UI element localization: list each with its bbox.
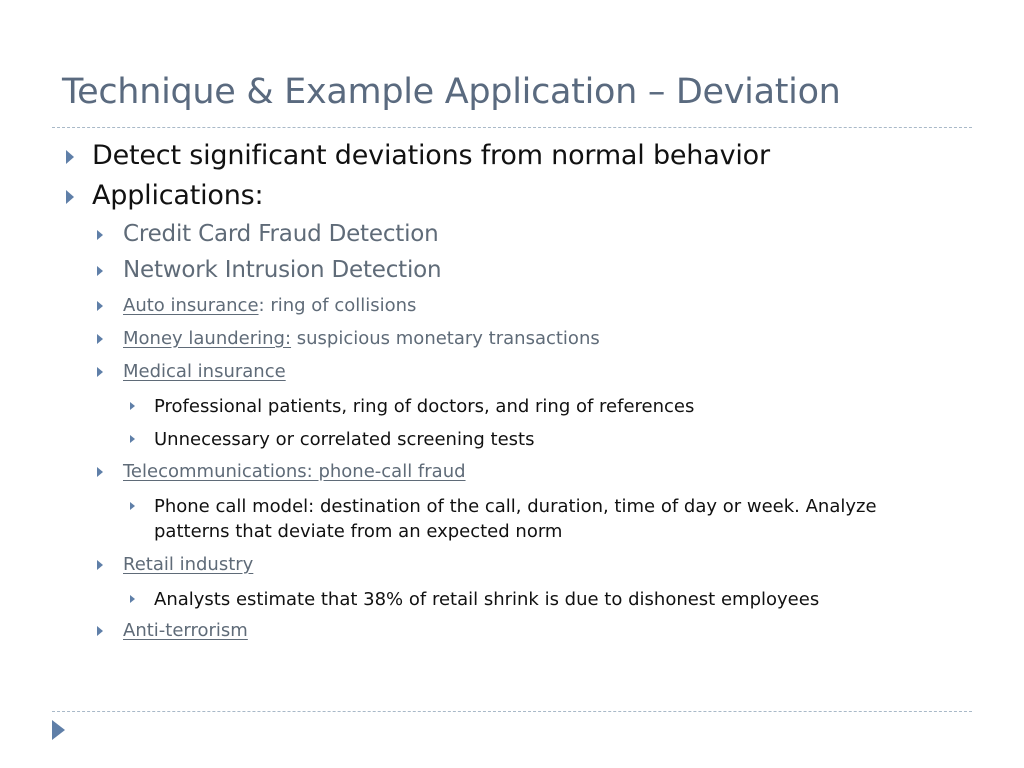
triangle-bullet-icon (97, 266, 103, 276)
triangle-bullet-icon (66, 150, 74, 164)
triangle-bullet-icon (97, 467, 103, 477)
triangle-bullet-icon (97, 560, 103, 570)
money-laundering-link[interactable]: Money laundering: (123, 328, 292, 349)
detail-text-line-1: Phone call model: destination of the call, duration, time of day or week. Analyze (154, 496, 877, 517)
triangle-bullet-icon (130, 435, 135, 443)
triangle-bullet-icon (97, 626, 103, 636)
triangle-bullet-icon (66, 190, 74, 204)
retail-industry-link[interactable]: Retail industry (123, 554, 254, 575)
triangle-bullet-icon (130, 402, 135, 410)
next-slide-arrow-icon[interactable] (52, 720, 65, 740)
bullet-text: Applications: (92, 180, 264, 211)
app-text-rest: suspicious monetary transactions (291, 328, 600, 349)
detail-text: Analysts estimate that 38% of retail shrink is due to dishonest employees (154, 589, 820, 610)
triangle-bullet-icon (130, 502, 135, 510)
app-text (123, 554, 253, 575)
auto-insurance-link[interactable]: Auto insurance (123, 295, 259, 316)
app-text (123, 461, 466, 482)
triangle-bullet-icon (97, 230, 103, 240)
app-text-rest: : ring of collisions (258, 295, 417, 316)
medical-insurance-link[interactable]: Medical insurance (123, 361, 286, 382)
triangle-bullet-icon (130, 595, 135, 603)
app-text (123, 295, 416, 316)
triangle-bullet-icon (97, 301, 103, 311)
app-text (123, 620, 248, 641)
app-text: Network Intrusion Detection (123, 257, 442, 283)
detail-text: Professional patients, ring of doctors, and ring of references (154, 396, 695, 417)
detail-text: Unnecessary or correlated screening tests (154, 429, 535, 450)
app-text (123, 361, 286, 382)
bullet-text: Detect significant deviations from normal behavior (92, 140, 770, 171)
app-text: Credit Card Fraud Detection (123, 221, 439, 247)
anti-terrorism-link[interactable]: Anti-terrorism (123, 620, 248, 641)
triangle-bullet-icon (97, 367, 103, 377)
detail-text-line-2: patterns that deviate from an expected norm (154, 521, 563, 542)
app-text (123, 328, 600, 349)
telecommunications-link[interactable]: Telecommunications: phone-call fraud (123, 461, 466, 482)
triangle-bullet-icon (97, 334, 103, 344)
footer-divider (52, 711, 972, 712)
slide-title: Technique & Example Application – Deviation (62, 72, 841, 112)
